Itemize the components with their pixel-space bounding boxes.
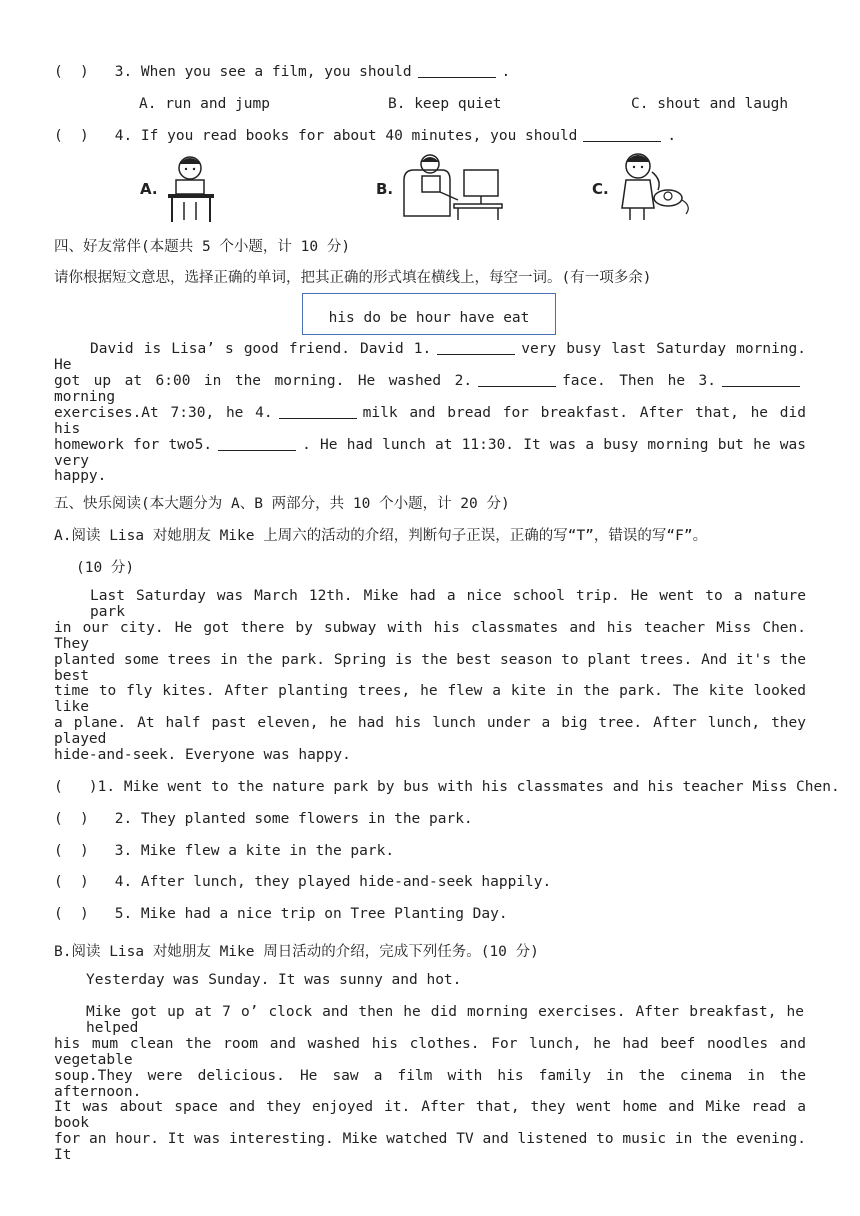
- question-text: 1. Mike went to the nature park by bus with his classmates and his teacher Miss Chen.: [97, 779, 840, 795]
- question-end: .: [501, 64, 511, 80]
- answer-paren-open: (: [54, 64, 63, 80]
- passage-text: exercises.At 7:30, he 4.: [54, 405, 273, 421]
- answer-paren[interactable]: (: [54, 874, 63, 890]
- part-a-question-5: ( ) 5. Mike had a nice trip on Tree Planting Day.: [54, 906, 508, 922]
- blank-3[interactable]: [722, 374, 800, 387]
- passage-text: . He had lunch at 11:30. It was a busy morning but he was very: [54, 437, 806, 469]
- passage-text: face. Then he 3.: [562, 373, 716, 389]
- part-a-question-1: [54, 779, 840, 795]
- part-b-passage-line: Yesterday was Sunday. It was sunny and hot.: [86, 972, 462, 988]
- answer-paren[interactable]: (: [54, 811, 63, 827]
- girl-on-telephone-icon: [612, 150, 692, 222]
- question-text: 3. When you see a film, you should: [114, 64, 412, 80]
- part-a-passage-line: a plane. At half past eleven, he had his lunch under a big tree. After lunch, they played: [54, 715, 806, 747]
- part-a-passage-line: planted some trees in the park. Spring is the best season to plant trees. And it's the best: [54, 652, 806, 684]
- blank-5[interactable]: [218, 438, 296, 451]
- part-a-question-2: ( ) 2. They planted some flowers in the park.: [54, 811, 473, 827]
- option-b: B. keep quiet: [388, 96, 502, 112]
- answer-paren[interactable]: (: [54, 906, 63, 922]
- part-a-instruction: A.阅读 Lisa 对她朋友 Mike 上周六的活动的介绍，判断句子正误，正确的写“T”，错误的写“F”。: [54, 528, 708, 544]
- blank-1[interactable]: [437, 342, 515, 355]
- question-text: 3. Mike flew a kite in the park.: [114, 843, 395, 859]
- section-5-title: 五、快乐阅读(本大题分为 A、B 两部分，共 10 个小题，计 20 分): [54, 496, 510, 512]
- part-b-passage-line: Mike got up at 7 o’ clock and then he did morning exercises. After breakfast, he helped: [86, 1004, 804, 1036]
- part-a-question-4: ( ) 4. After lunch, they played hide-and-seek happily.: [54, 874, 552, 890]
- section-4-instruction: 请你根据短文意思，选择正确的单词，把其正确的形式填在横线上，每空一词。(有一项多余): [54, 270, 652, 286]
- option-c: C. shout and laugh: [631, 96, 789, 112]
- option-a: A. run and jump: [139, 96, 270, 112]
- passage-line: [54, 437, 806, 469]
- word-bank: his do be hour have eat: [302, 293, 556, 335]
- section-4-title: 四、好友常伴(本题共 5 个小题，计 10 分): [54, 239, 351, 255]
- part-b-passage-line: It was about space and they enjoyed it. After that, they went home and Mike read a book: [54, 1099, 806, 1131]
- picture-option-b-label: B.: [376, 180, 394, 198]
- blank-2[interactable]: [478, 374, 556, 387]
- part-a-score: (10 分): [76, 560, 135, 576]
- part-a-passage-line: Last Saturday was March 12th. Mike had a nice school trip. He went to a nature park: [90, 588, 806, 620]
- question-3: [54, 64, 510, 80]
- girl-reading-at-desk-icon: [162, 150, 222, 225]
- passage-text: homework for two5.: [54, 437, 213, 453]
- question-4: [54, 128, 676, 144]
- passage-line: [54, 405, 806, 437]
- girl-watching-computer-icon: [398, 150, 506, 222]
- question-text: 5. Mike had a nice trip on Tree Planting Day.: [114, 906, 508, 922]
- passage-line: [54, 341, 806, 373]
- question-text: 4. After lunch, they played hide-and-seek happily.: [114, 874, 552, 890]
- question-end: .: [667, 128, 677, 144]
- passage-text: milk and bread for breakfast. After that, he did his: [54, 405, 806, 437]
- picture-option-a-label: A.: [140, 180, 158, 198]
- question-text: 4. If you read books for about 40 minutes, you should: [114, 128, 578, 144]
- part-b-passage-line: for an hour. It was interesting. Mike watched TV and listened to music in the evening. It: [54, 1131, 806, 1163]
- passage-text: got up at 6:00 in the morning. He washed 2.: [54, 373, 473, 389]
- passage-text: very busy last Saturday morning. He: [54, 341, 806, 373]
- question-text: 2. They planted some flowers in the park.: [114, 811, 473, 827]
- blank-4[interactable]: [279, 406, 357, 419]
- part-a-passage-line: time to fly kites. After planting trees, he flew a kite in the park. The kite looked like: [54, 683, 806, 715]
- answer-paren[interactable]: (: [54, 843, 63, 859]
- part-b-passage-line: soup.They were delicious. He saw a film with his family in the cinema in the afternoon.: [54, 1068, 806, 1100]
- answer-paren[interactable]: ( ): [54, 779, 98, 795]
- part-a-passage-line: hide-and-seek. Everyone was happy.: [54, 747, 351, 763]
- part-b-instruction: B.阅读 Lisa 对她朋友 Mike 周日活动的介绍，完成下列任务。(10 分): [54, 944, 539, 960]
- answer-blank[interactable]: [418, 65, 496, 78]
- part-a-question-3: ( ) 3. Mike flew a kite in the park.: [54, 843, 395, 859]
- answer-paren-close: ): [80, 128, 89, 144]
- answer-paren-close: ): [80, 64, 89, 80]
- passage-line: happy.: [54, 468, 107, 484]
- passage-line: [54, 373, 806, 405]
- answer-blank[interactable]: [583, 129, 661, 142]
- picture-option-c-label: C.: [592, 180, 609, 198]
- part-a-passage-line: in our city. He got there by subway with his classmates and his teacher Miss Chen. They: [54, 620, 806, 652]
- passage-text: David is Lisa’ s good friend. David 1.: [90, 341, 432, 357]
- part-b-passage-line: his mum clean the room and washed his clothes. For lunch, he had beef noodles and vegetable: [54, 1036, 806, 1068]
- answer-paren-open: (: [54, 128, 63, 144]
- passage-text: morning: [54, 389, 116, 405]
